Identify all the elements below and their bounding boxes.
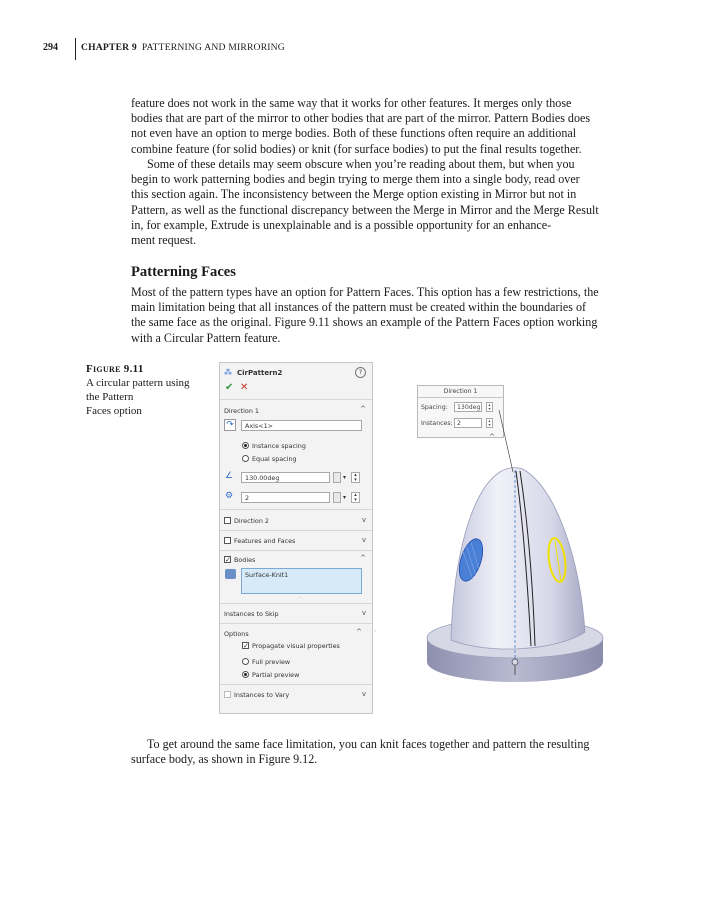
- bodies-checkbox[interactable]: ✓: [225, 556, 231, 564]
- cancel-x-icon[interactable]: ✕: [240, 382, 249, 393]
- figure-number: Figure 9.11: [86, 363, 144, 375]
- header-divider: [75, 38, 76, 60]
- text-line: begin to work patterning bodies and begin trying to merge them into a single body, read over: [131, 172, 580, 187]
- instances-to-vary-checkbox[interactable]: [224, 691, 231, 698]
- text-line: the same face as the original. Figure 9.11 shows an example of the Pattern Faces option working: [131, 315, 598, 330]
- text-line: not even have an option to merge bodies. Both of these functions often require an additional: [131, 126, 577, 141]
- callout-spacing-field[interactable]: 130deg: [454, 402, 482, 412]
- callout-instances-label: Instances:: [421, 420, 453, 427]
- direction2-header[interactable]: Direction 2: [234, 517, 269, 525]
- chevron-up-icon[interactable]: ^: [356, 628, 362, 636]
- chapter-title: PATTERNING AND MIRRORING: [141, 42, 285, 53]
- property-manager-panel: [219, 362, 377, 714]
- chevron-up-icon[interactable]: ^: [360, 405, 366, 413]
- text-line: Pattern, as well as the functional discrepancy between the Merge in Mirror and the Merge Result: [131, 202, 599, 217]
- callout-instances-spin[interactable]: ▴ ▾: [486, 418, 493, 428]
- text-line: combine feature (for solid bodies) or knit (for surface bodies) to put the final results together.: [131, 141, 582, 156]
- body-selection-icon: [225, 569, 236, 579]
- callout-expand-icon[interactable]: ^: [489, 433, 495, 441]
- dropdown-icon[interactable]: ▾: [343, 494, 347, 501]
- bodies-header[interactable]: Bodies: [234, 556, 256, 564]
- full-preview-radio[interactable]: [242, 658, 249, 665]
- text-line: this section again. The inconsistency between the Merge option existing in Mirror but not in: [131, 187, 577, 202]
- options-header[interactable]: Options: [224, 630, 249, 638]
- chevron-down-icon[interactable]: v: [361, 690, 366, 698]
- reverse-direction-icon[interactable]: ↷: [224, 419, 236, 431]
- partial-preview-radio[interactable]: [242, 671, 249, 678]
- axis-point-icon: [512, 659, 518, 665]
- dropdown-icon[interactable]: ▾: [343, 474, 347, 481]
- chevron-down-icon[interactable]: v: [361, 536, 366, 544]
- model-viewport: [405, 400, 615, 700]
- equal-spacing-radio[interactable]: [242, 455, 249, 462]
- callout-title: Direction 1: [418, 388, 503, 398]
- body-paragraph-1: [131, 96, 653, 157]
- text-line: Some of these details may seem obscure when you’re reading about them, but when you: [147, 157, 575, 171]
- chevron-up-icon[interactable]: ^: [360, 554, 366, 562]
- angle-spin-buttons[interactable]: ▴ ▾: [351, 472, 360, 483]
- ok-check-icon[interactable]: ✔: [225, 382, 234, 393]
- text-line: in, for example, Extrude is unexplainable and is a possible opportunity for an enhance-: [131, 217, 552, 232]
- partial-preview-label: Partial preview: [252, 671, 300, 679]
- running-header: [81, 42, 285, 53]
- instances-icon: ⚙: [225, 491, 234, 501]
- propagate-label: Propagate visual properties: [252, 642, 340, 650]
- help-icon[interactable]: ?: [355, 367, 366, 378]
- features-faces-checkbox[interactable]: [224, 537, 231, 544]
- instances-spin-buttons[interactable]: ▴ ▾: [351, 492, 360, 503]
- units-icon[interactable]: [333, 472, 341, 483]
- callout-spacing-label: Spacing:: [421, 404, 448, 411]
- callout-leader: [499, 410, 513, 472]
- feature-title: CirPattern2: [237, 369, 283, 377]
- section-heading: Patterning Faces: [131, 264, 236, 280]
- propagate-checkbox[interactable]: ✓: [243, 642, 249, 650]
- instances-to-skip-header[interactable]: Instances to Skip: [224, 610, 279, 618]
- angle-icon: ∠: [225, 471, 234, 481]
- equal-spacing-label: Equal spacing: [252, 455, 297, 463]
- text-line: main limitation being that all instances of the pattern must be created within the boundaries of: [131, 300, 587, 315]
- body-paragraph-4: [131, 737, 653, 767]
- features-faces-header[interactable]: Features and Faces: [234, 537, 296, 545]
- figure-caption: [86, 362, 211, 418]
- circular-pattern-icon: ⁂: [224, 368, 232, 377]
- axis-field[interactable]: Axis<1>: [241, 420, 362, 431]
- resize-handle-icon[interactable]: ◦: [299, 595, 302, 601]
- chevron-down-icon[interactable]: v: [361, 609, 366, 617]
- direction2-checkbox[interactable]: [224, 517, 231, 524]
- units-icon[interactable]: [333, 492, 341, 503]
- body-paragraph-2: [131, 157, 653, 248]
- text-line: To get around the same face limitation, you can knit faces together and pattern the resulting: [147, 737, 590, 751]
- text-line: bodies that are part of the mirror to other bodies that are part of the mirror. Pattern Bodies does: [131, 111, 591, 126]
- collapse-handle-icon[interactable]: ◦: [373, 628, 377, 635]
- instances-to-vary-header[interactable]: Instances to Vary: [234, 691, 290, 699]
- callout-spacing-spin[interactable]: ▴ ▾: [486, 402, 493, 412]
- caption-line: A circular pattern using: [86, 377, 190, 389]
- angle-field[interactable]: 130.00deg: [241, 472, 330, 483]
- instances-field[interactable]: 2: [241, 492, 330, 503]
- text-line: Most of the pattern types have an option for Pattern Faces. This option has a few restrictions, the: [131, 285, 599, 299]
- chevron-down-icon[interactable]: v: [361, 516, 366, 524]
- direction1-header[interactable]: Direction 1: [224, 407, 259, 415]
- instance-spacing-label: Instance spacing: [252, 442, 306, 450]
- full-preview-label: Full preview: [252, 658, 291, 666]
- caption-line: Faces option: [86, 405, 142, 417]
- chapter-label: CHAPTER 9: [81, 42, 137, 53]
- instance-spacing-radio[interactable]: [242, 442, 249, 449]
- text-line: with a Circular Pattern feature.: [131, 330, 281, 345]
- page-number: 294: [43, 42, 58, 53]
- text-line: feature does not work in the same way that it works for other features. It merges only those: [131, 96, 572, 110]
- bodies-selection-box[interactable]: Surface-Knit1: [241, 568, 362, 594]
- caption-line: the Pattern: [86, 391, 134, 403]
- text-line: ment request.: [131, 233, 197, 248]
- callout-instances-field[interactable]: 2: [454, 418, 482, 428]
- body-paragraph-3: [131, 285, 653, 346]
- text-line: surface body, as shown in Figure 9.12.: [131, 752, 318, 767]
